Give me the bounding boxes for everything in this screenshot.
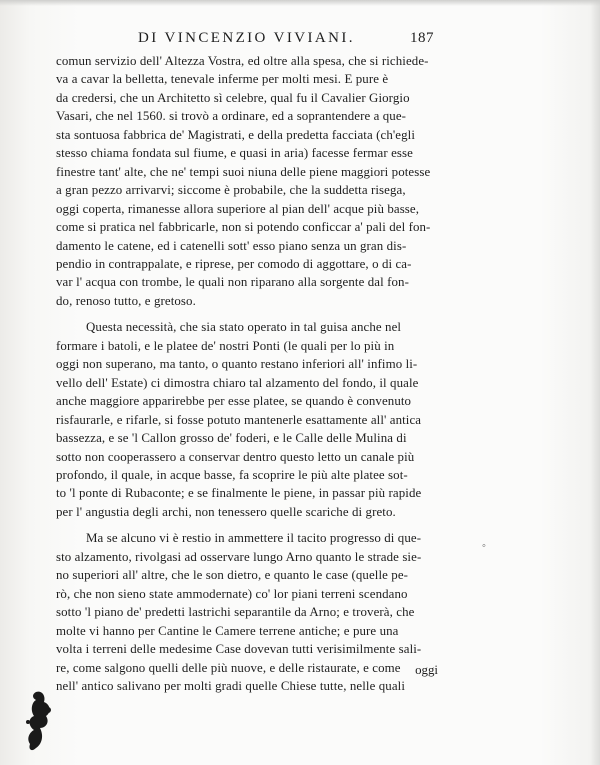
page-header [0,30,600,52]
text-line: pendio in contrappalate, e riprese, per comodo di aggottare, o di ca- [56,256,412,271]
text-line: bassezza, e se 'l Callon grosso de' foderi, e le Calle delle Mulina di [56,431,407,446]
paragraph [56,318,442,521]
text-line: sta sontuosa fabbrica de' Magistrati, e della predetta facciata (ch'egli [56,127,416,142]
text-line: nell' antico salivano per molti gradi quelle Chiese tutte, nelle quali [56,678,406,693]
catchword: oggi [415,663,438,677]
text-line: sotto non cooperassero a conservar dentro questo letto un canale più [56,449,415,464]
running-head: DI VINCENZIO VIVIANI. [138,30,355,46]
text-line: da credersi, che un Architetto sì celebre, qual fu il Cavalier Giorgio [56,90,410,105]
text-line: vello dell' Estate) ci dimostra chiaro tal alzamento del fondo, il quale [56,375,419,390]
text-line: per l' angustia degli archi, non tenessero quelle scariche di greto. [56,504,396,519]
page-number: 187 [410,30,434,46]
text-line: formare i batoli, e le platee de' nostri Ponti (le quali per lo più in [56,338,395,353]
paragraph [56,529,442,695]
text-line: rò, che non sieno state ammodernate) co' lor piani terreni scendano [56,586,408,601]
text-line: var l' acqua con trombe, le quali non riparano alla sorgente dal fon- [56,275,409,290]
text-line: volta i terreni delle medesime Case dovevan tutti verisimilmente sali- [56,642,422,657]
body-text [56,52,442,695]
text-line: a gran pezzo arrivarvi; siccome è probabile, che la suddetta risega, [56,183,406,198]
text-line: sotto 'l piano de' predetti lastrichi separantile da Arno; e troverà, che [56,605,415,620]
text-line: oggi coperta, rimanesse allora superiore al pian dell' acque più basse, [56,201,420,216]
page-top-edge-shadow [0,0,600,6]
text-line: anche maggiore apparirebbe per esse platee, se quando è convenuto [56,394,412,409]
text-line: sto alzamento, rivolgasi ad osservare lungo Arno quanto le strade sie- [56,549,422,564]
text-line: Vasari, che nel 1560. si trovò a ordinare, ed a soprantendere a que- [56,109,407,124]
text-line: molte vi hanno per Cantine le Camere terrene antiche; e pure una [56,623,399,638]
text-line: to 'l ponte di Rubaconte; e se finalmente le piene, in passar più rapide [56,486,422,501]
text-line: stesso chiama fondata sul fiume, e quasi in aria) facesse fermar esse [56,146,413,161]
paragraph [56,52,442,310]
text-line: do, renoso tutto, e gretoso. [56,293,196,308]
text-line: comun servizio dell' Altezza Vostra, ed oltre alla spesa, che si richiede- [56,54,429,68]
text-line: re, come salgono quelli delle più nuove, e delle ristaurate, e come [56,660,401,675]
text-line: Questa necessità, che sia stato operato in tal guisa anche nel [86,320,402,335]
text-line: risfaurarle, e rifarle, si fosse potuto mantenerle esattamente all' antica [56,412,422,427]
text-line: oggi non superano, ma tanto, o quanto restano inferiori all' infimo li- [56,357,418,372]
text-line: damento le catene, ed i catenelli sott' esso piano senza un gran dis- [56,238,407,253]
text-line: no superiori all' altre, che le son dietro, e quanto le case (quelle pe- [56,568,409,583]
text-line: profondo, il quale, in acque basse, fa scoprire le più alte platee sot- [56,467,408,482]
text-line: va a cavar la belletta, tenevale inferme per molti mesi. E pure è [56,72,389,87]
text-line: come si pratica nel fabbricarle, non si potendo conficcar a' pali del fon- [56,220,431,235]
text-line: Ma se alcuno vi è restio in ammettere il tacito progresso di que- [86,531,422,546]
ink-blot-icon [22,688,62,758]
margin-stain-icon: ◦ [482,540,486,552]
text-line: finestre tant' alte, che ne' tempi suoi niuna delle piene maggiori potesse [56,164,431,179]
